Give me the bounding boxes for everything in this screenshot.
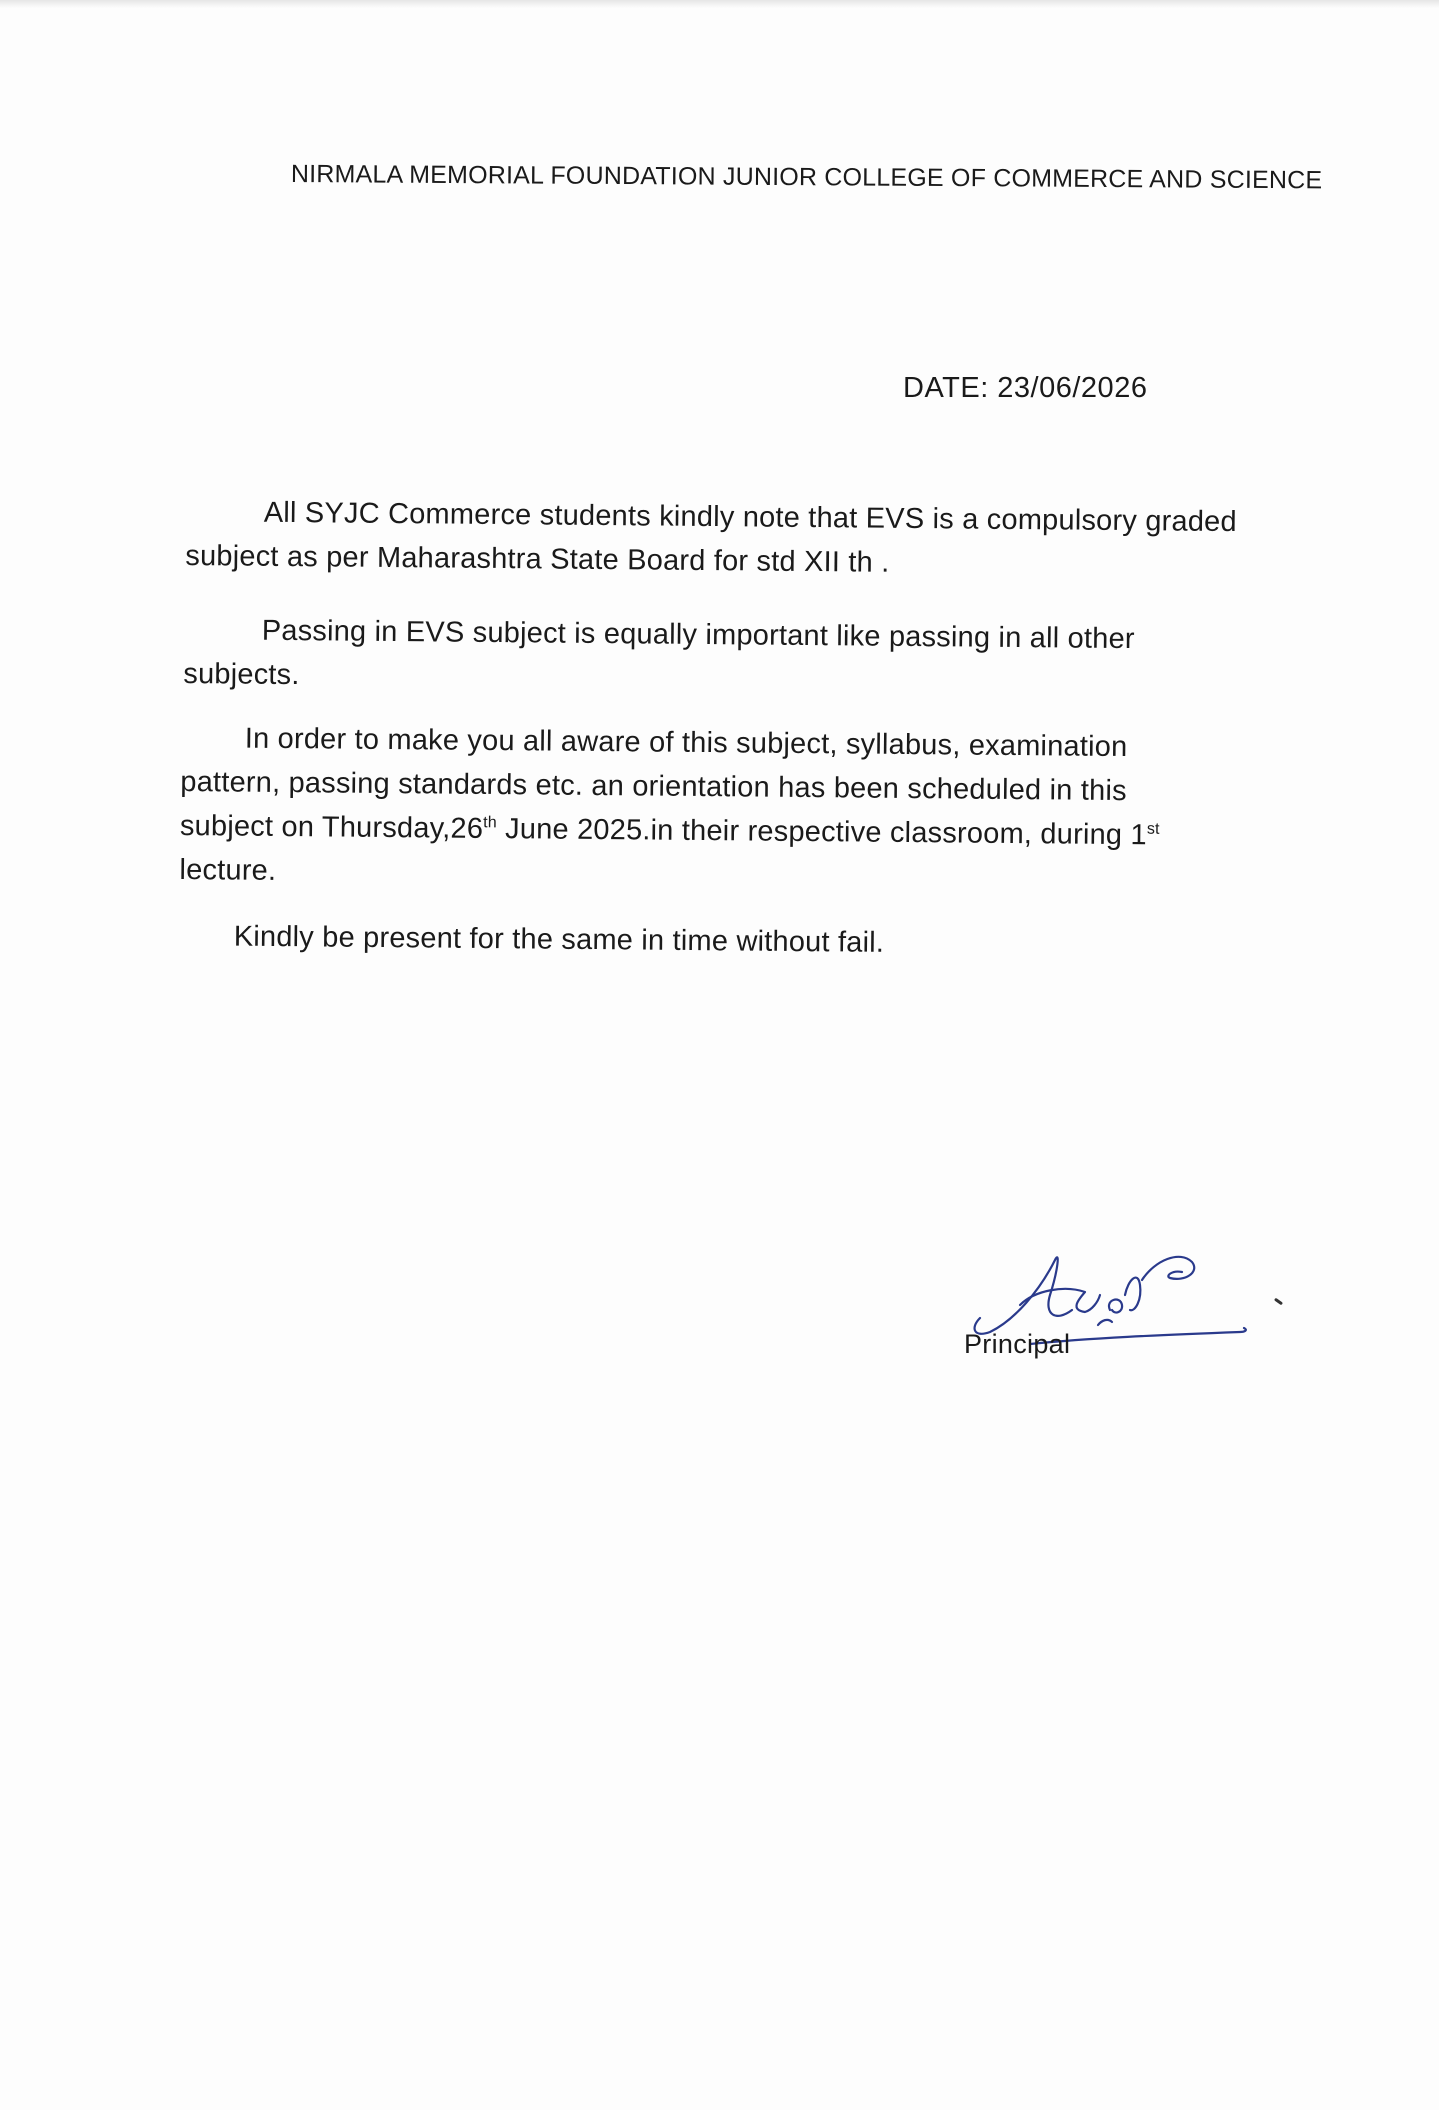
ordinal-suffix: th bbox=[483, 814, 498, 832]
date-text-continued: June 2025.in their respective classroom, during 1 bbox=[496, 813, 1147, 852]
signature-tick bbox=[1098, 1320, 1112, 1325]
date-text: subject on Thursday,26 bbox=[179, 809, 484, 845]
college-heading: NIRMALA MEMORIAL FOUNDATION JUNIOR COLLEGE OF COMMERCE AND SCIENCE bbox=[290, 160, 1323, 195]
paragraph-line: In order to make you all aware of this subject, syllabus, examination bbox=[244, 722, 1128, 764]
paragraph-line: Kindly be present for the same in time without fail. bbox=[233, 920, 885, 959]
paragraph-orientation-schedule bbox=[179, 716, 1281, 903]
paragraph-line: lecture. bbox=[179, 853, 277, 887]
paragraph-line: subjects. bbox=[183, 657, 300, 692]
scan-edge bbox=[0, 0, 1439, 8]
ordinal-suffix: st bbox=[1146, 820, 1160, 838]
signature-letter-stroke bbox=[1020, 1289, 1100, 1312]
principal-title: Principal bbox=[964, 1329, 1071, 1359]
signature-flourish bbox=[1142, 1257, 1194, 1280]
paragraph-evs-compulsory bbox=[185, 490, 1286, 589]
paragraph-line: Passing in EVS subject is equally important like passing in all other bbox=[261, 614, 1135, 656]
signature-letter-stroke bbox=[1109, 1278, 1140, 1313]
paragraph-passing-importance bbox=[183, 608, 1284, 707]
signature-initial-stroke bbox=[975, 1257, 1072, 1333]
paragraph-line: pattern, passing standards etc. an orientation has been scheduled in this bbox=[180, 765, 1127, 808]
paragraph-attendance-request bbox=[170, 914, 1270, 969]
notice-date: DATE: 23/06/2026 bbox=[903, 372, 1148, 404]
paragraph-line: All SYJC Commerce students kindly note that EVS is a compulsory graded bbox=[263, 496, 1237, 539]
paragraph-line: subject as per Maharashtra State Board for std XII th . bbox=[185, 539, 890, 579]
